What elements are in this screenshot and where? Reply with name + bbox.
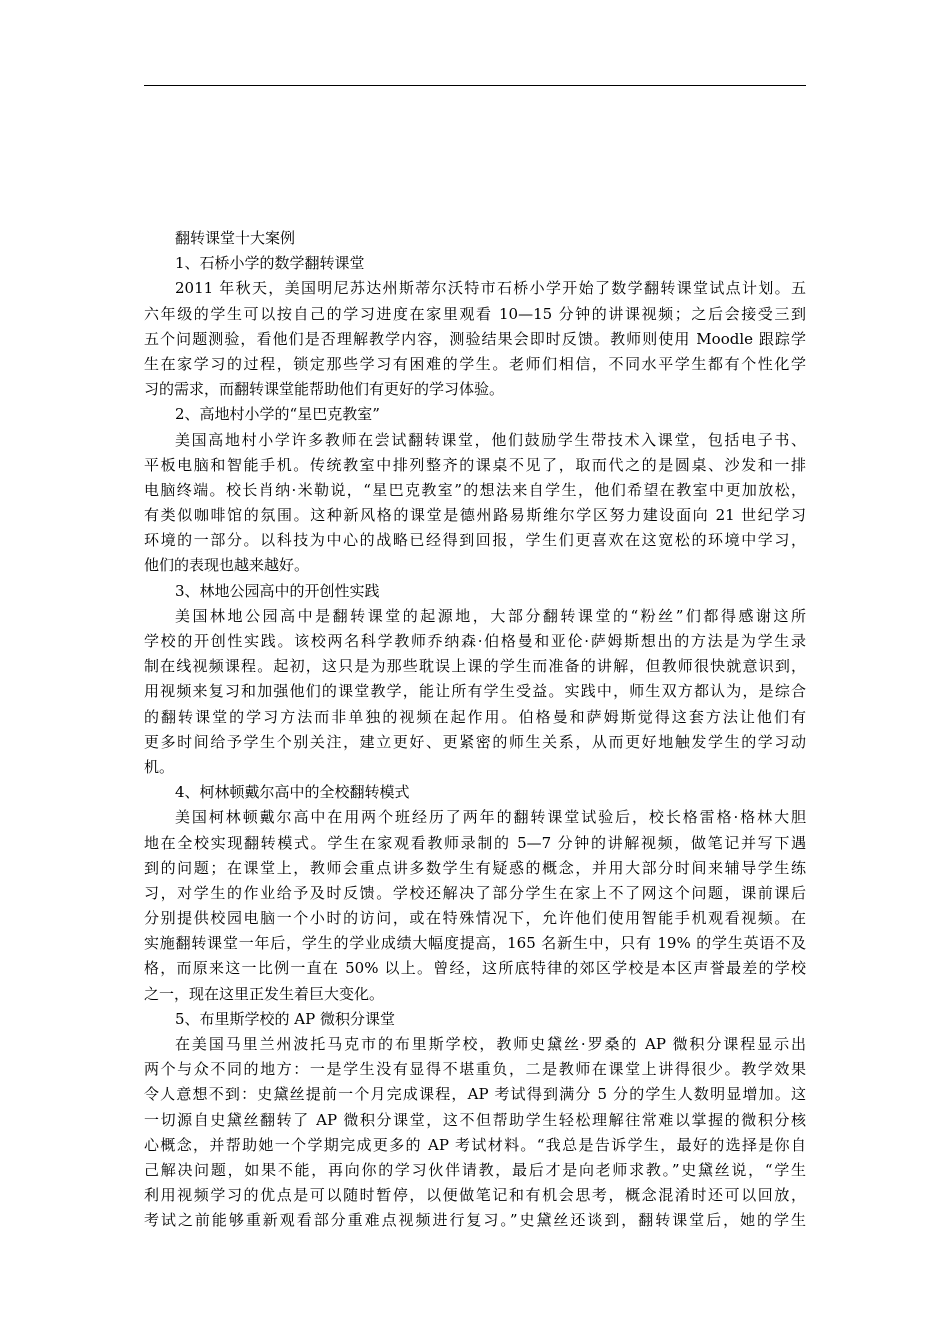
text-line: 4、柯林顿戴尔高中的全校翻转模式 (175, 783, 410, 802)
text-line: 习的需求，而翻转课堂能帮助他们有更好的学习体验。 (144, 380, 505, 399)
document-body (144, 226, 806, 1234)
text-line: 机。 (144, 757, 175, 776)
text-line: 一切源自史黛丝翻转了 AP 微积分课堂，这不但帮助学生轻松理解往常难以掌握的微积分核 (144, 1110, 806, 1129)
text-line: 2、高地村小学的“星巴克教室” (175, 405, 380, 424)
text-line: 3、林地公园高中的开创性实践 (175, 581, 380, 600)
text-line: 更多时间给予学生个别关注，建立更好、更紧密的师生关系，从而更好地触发学生的学习动 (144, 732, 806, 751)
text-line: 之一，现在这里正发生着巨大变化。 (144, 984, 385, 1003)
text-line: 环境的一部分。以科技为中心的战略已经得到回报，学生们更喜欢在这宽松的环境中学习， (144, 531, 806, 550)
text-line: 美国柯林顿戴尔高中在用两个班经历了两年的翻转课堂试验后，校长格雷格·格林大胆 (175, 808, 806, 827)
text-line: 用视频来复习和加强他们的课堂教学，能让所有学生受益。实践中，师生双方都认为，是综合 (144, 682, 806, 701)
text-line: 美国林地公园高中是翻转课堂的起源地，大部分翻转课堂的“粉丝”们都得感谢这所 (175, 606, 806, 625)
text-line: 实施翻转课堂一年后，学生的学业成绩大幅度提高，165 名新生中，只有 19% 的学生英语不及 (144, 934, 806, 953)
text-line: 翻转课堂十大案例 (175, 229, 296, 247)
text-line: 的翻转课堂的学习方法而非单独的视频在起作用。伯格曼和萨姆斯觉得这套方法让他们有 (144, 707, 806, 726)
header-rule (144, 85, 806, 86)
text-line: 他们的表现也越来越好。 (144, 556, 310, 575)
text-line: 考试之前能够重新观看部分重难点视频进行复习。”史黛丝还谈到，翻转课堂后，她的学生 (144, 1211, 806, 1230)
text-line: 习，对学生的作业给予及时反馈。学校还解决了部分学生在家上不了网这个问题，课前课后 (144, 883, 806, 902)
text-line: 格，而原来这一比例一直在 50% 以上。曾经，这所底特律的郊区学校是本区声誉最差的学校 (144, 959, 806, 978)
text-line: 平板电脑和智能手机。传统教室中排列整齐的课桌不见了，取而代之的是圆桌、沙发和一排 (144, 455, 806, 474)
text-line: 分别提供校园电脑一个小时的访问，或在特殊情况下，允许他们使用智能手机观看视频。在 (144, 909, 806, 928)
text-line: 利用视频学习的优点是可以随时暂停，以便做笔记和有机会思考，概念混淆时还可以回放， (144, 1186, 806, 1205)
text-line: 学校的开创性实践。该校两名科学教师乔纳森·伯格曼和亚伦·萨姆斯想出的方法是为学生录 (144, 632, 806, 650)
text-line: 两个与众不同的地方：一是学生没有显得不堪重负，二是教师在课堂上讲得很少。教学效果 (144, 1060, 806, 1079)
text-line: 五个问题测验，看他们是否理解教学内容，测验结果会即时反馈。教师则使用 Moodle 跟踪学 (144, 329, 806, 348)
text-line: 1、石桥小学的数学翻转课堂 (175, 254, 365, 273)
text-line: 六年级的学生可以按自己的学习进度在家里观看 10—15 分钟的讲课视频；之后会接受三到 (144, 304, 806, 323)
text-line: 制在线视频课程。起初，这只是为那些耽误上课的学生而准备的讲解，但教师很快就意识到， (144, 657, 806, 676)
text-line: 美国高地村小学许多教师在尝试翻转课堂，他们鼓励学生带技术入课堂，包括电子书、 (175, 430, 806, 449)
text-line: 心概念，并帮助她一个学期完成更多的 AP 考试材料。“我总是告诉学生，最好的选择是你自 (144, 1135, 806, 1154)
text-line: 5、布里斯学校的 AP 微积分课堂 (175, 1009, 396, 1028)
text-line: 令人意想不到：史黛丝提前一个月完成课程，AP 考试得到满分 5 分的学生人数明显增加。这 (144, 1085, 806, 1104)
text-line: 到的问题；在课堂上，教师会重点讲多数学生有疑惑的概念，并用大部分时间来辅导学生练 (144, 858, 806, 877)
text-line: 在美国马里兰州波托马克市的布里斯学校，教师史黛丝·罗桑的 AP 微积分课程显示出 (175, 1035, 806, 1053)
text-line: 己解决问题，如果不能，再向你的学习伙伴请教，最后才是向老师求教。”史黛丝说，“学生 (144, 1160, 806, 1179)
text-line: 2011 年秋天，美国明尼苏达州斯蒂尔沃特市石桥小学开始了数学翻转课堂试点计划。五 (175, 279, 806, 298)
text-line: 生在家学习的过程，锁定那些学习有困难的学生。老师们相信，不同水平学生都有个性化学 (144, 354, 806, 373)
text-line: 有类似咖啡馆的氛围。这种新风格的课堂是德州路易斯维尔学区努力建设面向 21 世纪学习 (144, 506, 806, 525)
text-line: 电脑终端。校长肖纳·米勒说，“星巴克教室”的想法来自学生，他们希望在教室中更加放松， (144, 480, 806, 499)
text-line: 地在全校实现翻转模式。学生在家观看教师录制的 5—7 分钟的讲解视频，做笔记并写下遇 (144, 833, 806, 852)
